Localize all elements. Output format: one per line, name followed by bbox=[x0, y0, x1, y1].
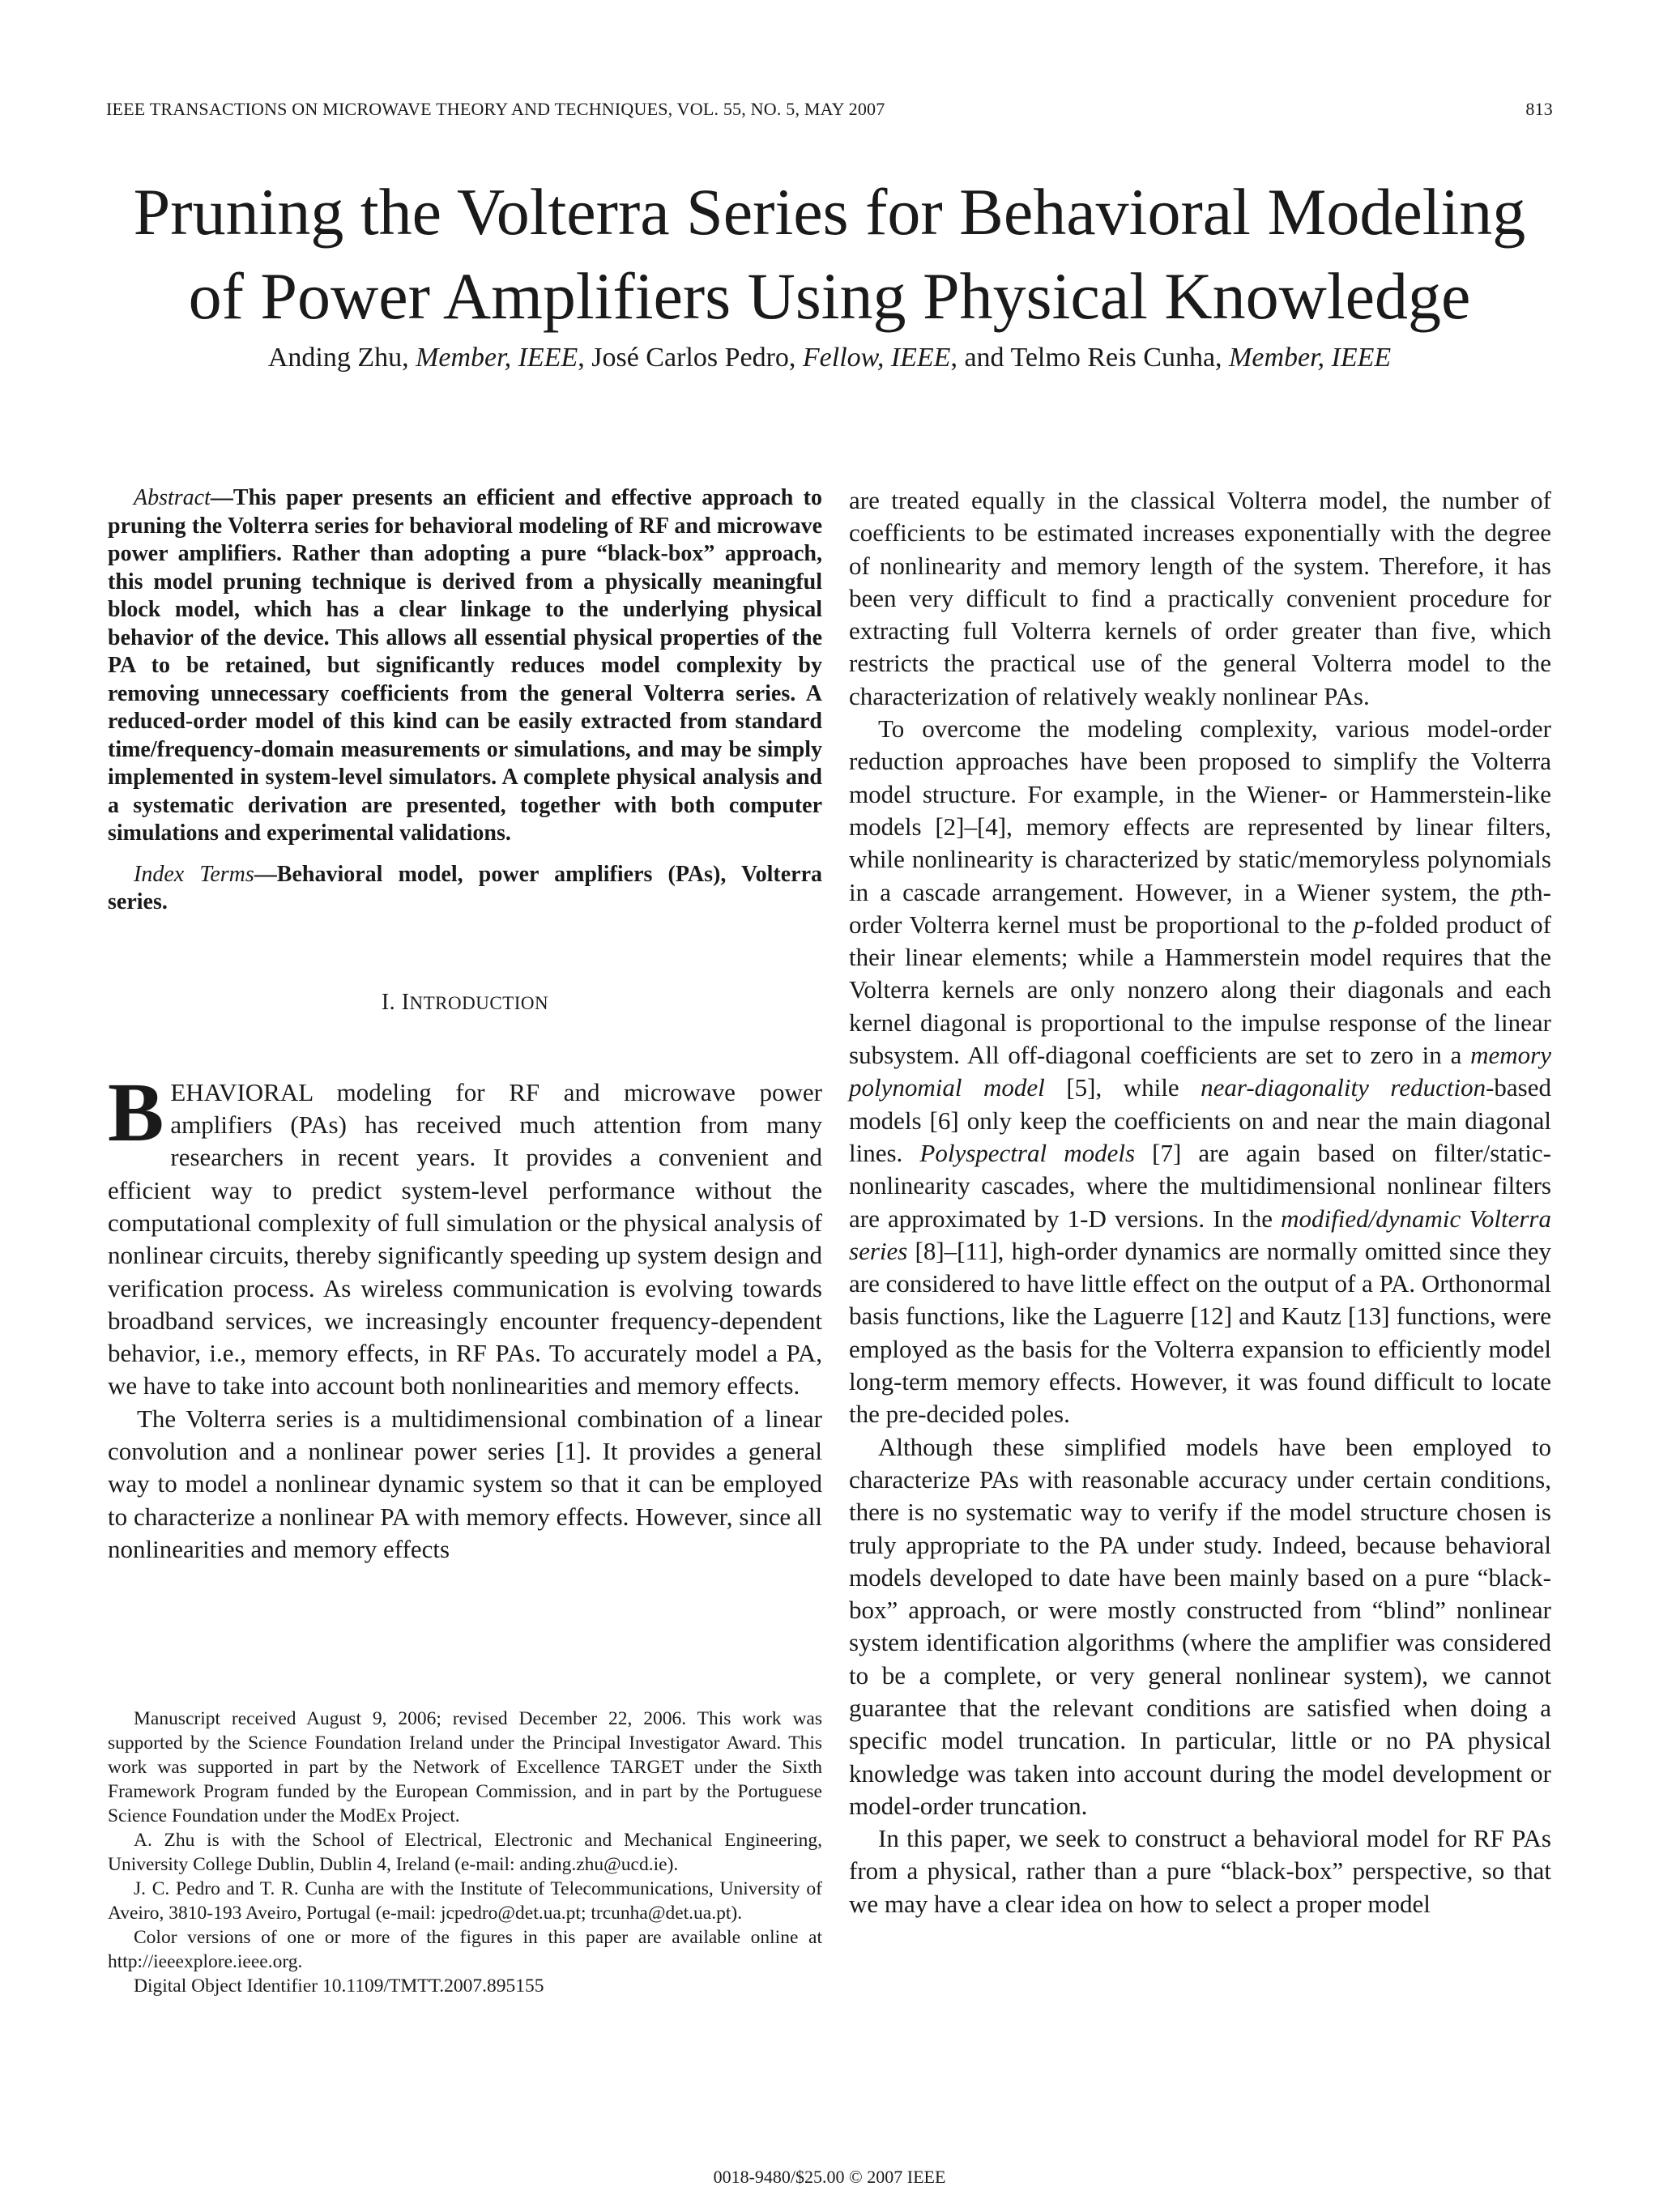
section-head-rest: NTRODUCTION bbox=[409, 992, 549, 1013]
section-head-initial: I bbox=[401, 989, 410, 1015]
paper-title bbox=[65, 170, 1594, 339]
p3-part-g: [8]–[11], high-order dynamics are normally omitted since they are considered to have little effect on the output of a PA. Orthonormal basis functions, like the Laguerre [12] and Kautz [13] functions, were employed as the basis for the Volterra expansion to efficiently model long-term memory effects. However, it was found difficult to locate the pre-decided poles. bbox=[849, 1236, 1551, 1429]
footnote-author-zhu: A. Zhu is with the School of Electrical, Electronic and Mechanical Engineering, University College Dublin, Dublin 4, Ireland (e-mail: anding.zhu@ucd.ie). bbox=[108, 1830, 822, 1875]
author-2-role: Fellow, IEEE bbox=[802, 343, 951, 373]
abstract-label: Abstract bbox=[134, 485, 211, 510]
page-number: 813 bbox=[1525, 99, 1553, 119]
index-terms-text: Behavioral model, power amplifiers (PAs), Volterra series. bbox=[108, 861, 822, 914]
footnote-manuscript: Manuscript received August 9, 2006; revised December 22, 2006. This work was supported by the Science Foundation Ireland under the Principal Investigator Award. This work was supported in part by the Network of Excellence TARGET under the Sixth Framework Program funded by the European Commission, and in part by the Portuguese Science Foundation under the ModEx Project. bbox=[108, 1708, 822, 1826]
math-p: p bbox=[1353, 910, 1366, 939]
footnote-doi: Digital Object Identifier 10.1109/TMTT.2007.895155 bbox=[134, 1975, 544, 1997]
emphasis-modified-volterra: modified/dynamic Volterra series bbox=[849, 1204, 1551, 1265]
intro-paragraph-2: The Volterra series is a multidimensional combination of a linear convolution and a nonlinear power series [1]. It provides a general way to model a nonlinear dynamic system so that it can be employed to characterize a nonlinear PA with memory effects. However, since all nonlinearities and memory effects bbox=[108, 1404, 822, 1563]
footnotes bbox=[108, 1707, 822, 1998]
author-line: Anding Zhu, Member, IEEE, José Carlos Pedro, Fellow, IEEE, and Telmo Reis Cunha, Member, IEEE bbox=[267, 343, 1392, 373]
intro-paragraph-1 bbox=[108, 1065, 822, 1403]
p3-part-a: To overcome the modeling complexity, various model-order reduction approaches have been proposed to simplify the Volterra model structure. For example, in the Wiener- or Hammerstein-like models [2]–[4], memory effects are represented by linear filters, while nonlinearity is characterized by static/memoryless polynomials in a cascade arrangement. However, in a Wiener system, the bbox=[849, 714, 1551, 906]
section-numeral: I. bbox=[381, 989, 396, 1015]
intro-paragraph-4: Although these simplified models have been employed to characterize PAs with reasonable accuracy under certain conditions, there is no systematic way to verify if the model structure chosen is truly appropriate to the PA under study. Indeed, because behavioral models developed to date have been mainly based on a pure “black-box” approach, or were mostly constructed from “blind” nonlinear system identification algorithms (where the amplifier was considered to be a complete, or very general nonlinear system), we cannot guarantee that the relevant conditions are satisfied when doing a specific model truncation. In particular, little or no PA physical knowledge was taken into account during the model development or model-order truncation. bbox=[849, 1432, 1551, 1820]
author-3-role: Member, IEEE bbox=[1229, 343, 1392, 373]
math-p: p bbox=[1511, 877, 1524, 906]
index-terms: Index Terms—Behavioral model, power amplifiers (PAs), Volterra series. bbox=[108, 861, 822, 914]
p3-part-f: [7] are again based on filter/static-nonlinearity cascades, where the multidimensional nonlinear filters are approximated by 1-D versions. In the bbox=[849, 1138, 1551, 1233]
drop-cap: B bbox=[108, 1065, 164, 1159]
p3-part-b: th-order Volterra kernel must be proportional to the bbox=[849, 877, 1551, 939]
author-1-name: Anding Zhu bbox=[267, 343, 403, 373]
footnote-color-versions: Color versions of one or more of the figures in this paper are available online at http://ieeexplore.ieee.org. bbox=[108, 1927, 822, 1972]
author-3-name: Telmo Reis Cunha bbox=[1010, 343, 1216, 373]
intro-paragraph-5: In this paper, we seek to construct a behavioral model for RF PAs from a physical, rather than a pure “black-box” perspective, so that we may have a clear idea on how to select a proper model bbox=[849, 1824, 1551, 1918]
intro-paragraph-3 bbox=[849, 713, 1551, 1431]
section-heading-introduction bbox=[108, 987, 822, 1020]
emphasis-polyspectral: Polyspectral models bbox=[919, 1138, 1136, 1167]
emphasis-near-diagonality: near-diagonality reduction bbox=[1201, 1073, 1486, 1102]
p3-part-d: [5], while bbox=[1044, 1073, 1201, 1102]
right-column bbox=[849, 484, 1551, 1920]
intro-paragraph-1-text: EHAVIORAL modeling for RF and microwave power amplifiers (PAs) has received much attention from many researchers in recent years. It provides a convenient and efficient way to predict system-level performance without the computational complexity of full simulation or the physical analysis of nonlinear circuits, thereby significantly speeding up system design and verification process. As wireless communication is evolving towards broadband services, we increasingly encounter frequency-dependent behavior, i.e., memory effects, in RF PAs. To accurately model a PA, we have to take into account both nonlinearities and memory effects. bbox=[108, 1077, 822, 1400]
footnote-authors-pedro-cunha: J. C. Pedro and T. R. Cunha are with the Institute of Telecommunications, University of Aveiro, 3810-193 Aveiro, Portugal (e-mail: jcpedro@det.ua.pt; trcunha@det.ua.pt). bbox=[108, 1878, 822, 1924]
emphasis-memory-polynomial: memory polynomial model bbox=[849, 1041, 1551, 1102]
abstract: Abstract—This paper presents an efficient and effective approach to pruning the Volterra series for behavioral modeling of RF and microwave power amplifiers. Rather than adopting a pure “black-box” approach, this model pruning technique is derived from a physically meaningful block model, which has a clear linkage to the underlying physical behavior of the device. This allows all essential physical properties of the PA to be retained, but significantly reduces model complexity by removing unnecessary coefficients from the general Volterra series. A reduced-order model of this kind can be easily extracted from standard time/frequency-domain measurements or simulations, and may be simply implemented in system-level simulators. A complete physical analysis and a systematic derivation are presented, together with both computer simulations and experimental validations. bbox=[108, 485, 822, 846]
author-1-role: Member, IEEE bbox=[416, 343, 578, 373]
intro-paragraph-2-continued: are treated equally in the classical Volterra model, the number of coefficients to be estimated increases exponentially with the degree of nonlinearity and memory length of the system. Therefore, it has been very difficult to find a practically convenient procedure for extracting full Volterra kernels of order greater than five, which restricts the practical use of the general Volterra model to the characterization of relatively weakly nonlinear PAs. bbox=[849, 486, 1551, 710]
copyright-footer: 0018-9480/$25.00 © 2007 IEEE bbox=[713, 2167, 946, 2187]
author-2-name: José Carlos Pedro bbox=[591, 343, 789, 373]
journal-header: IEEE TRANSACTIONS ON MICROWAVE THEORY AND TECHNIQUES, VOL. 55, NO. 5, MAY 2007 bbox=[106, 99, 885, 119]
running-head bbox=[106, 99, 1553, 128]
p3-part-e: -based models [6] only keep the coefficients on and near the main diagonal lines. bbox=[849, 1073, 1551, 1167]
title-line-2: of Power Amplifiers Using Physical Knowledge bbox=[188, 259, 1471, 333]
title-line-1: Pruning the Volterra Series for Behavioral Modeling bbox=[133, 175, 1526, 249]
abstract-text: This paper presents an efficient and effective approach to pruning the Volterra series for behavioral modeling of RF and microwave power amplifiers. Rather than adopting a pure “black-box” approach, this model pruning technique is derived from a physically meaningful block model, which has a clear linkage to the underlying physical behavior of the device. This allows all essential physical properties of the PA to be retained, but significantly reduces model complexity by removing unnecessary coefficients from the general Volterra series. A reduced-order model of this kind can be easily extracted from standard time/frequency-domain measurements or simulations, and may be simply implemented in system-level simulators. A complete physical analysis and a systematic derivation are presented, together with both computer simulations and experimental validations. bbox=[108, 485, 822, 846]
left-column bbox=[108, 484, 822, 1566]
author-conjunction: and bbox=[964, 343, 1004, 373]
index-terms-label: Index Terms bbox=[134, 861, 254, 887]
p3-part-c: -folded product of their linear elements; while a Hammerstein model requires that the Volterra kernels are only nonzero along their diagonals and each kernel diagonal is proportional to the impulse response of the linear subsystem. All off-diagonal coefficients are set to zero in a bbox=[849, 910, 1551, 1070]
